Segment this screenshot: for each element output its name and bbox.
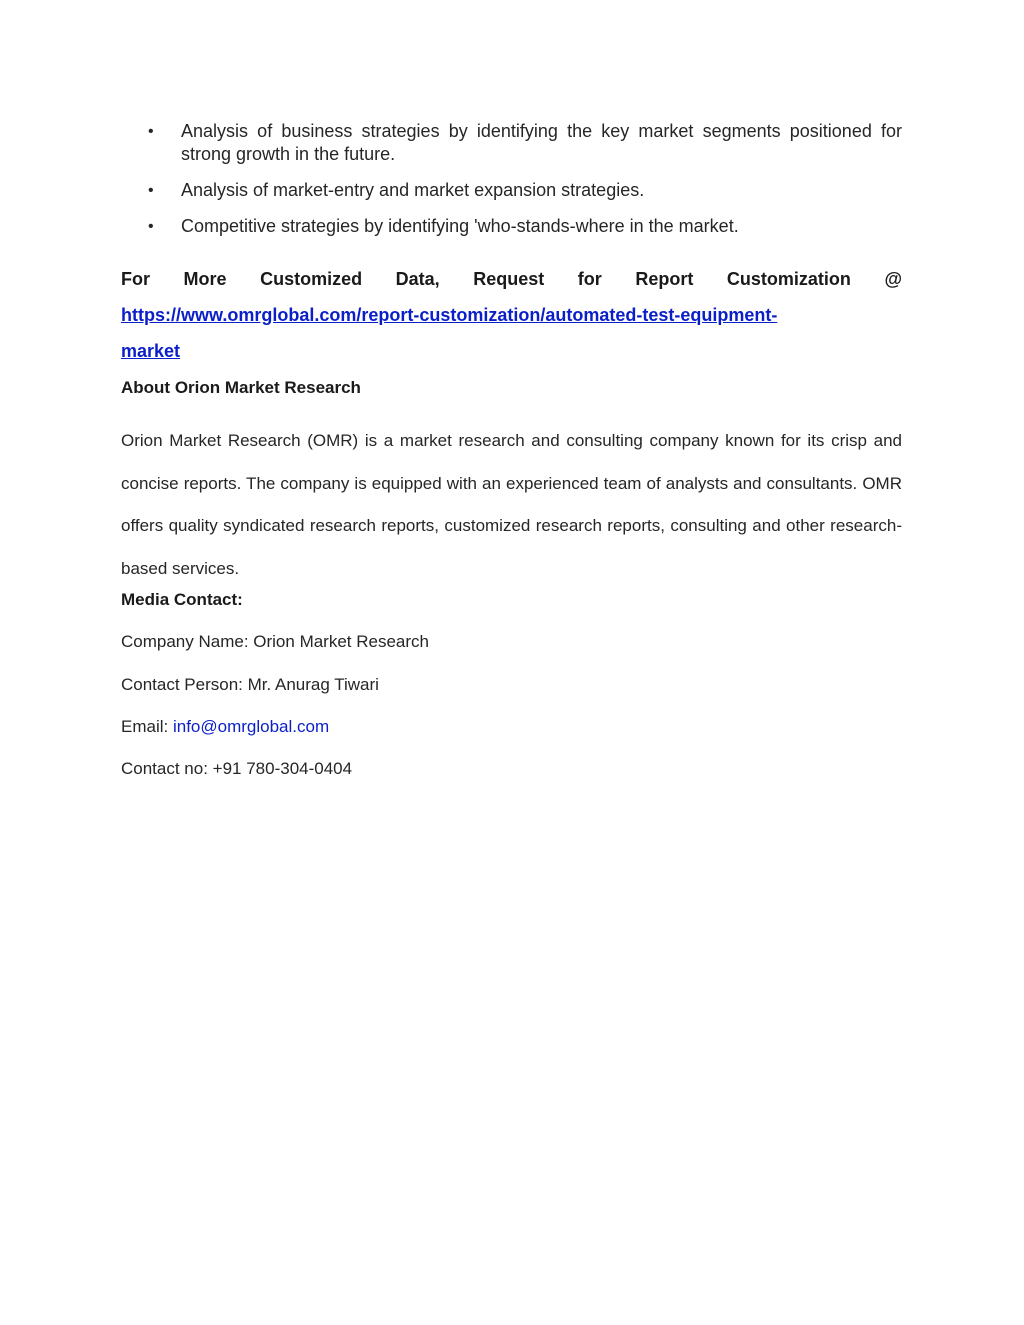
media-contact-heading: Media Contact: bbox=[121, 590, 243, 609]
customization-link-part2: market bbox=[121, 341, 181, 361]
list-item-text: Analysis of business strategies by identifying the key market segments positioned for strong growth in the future. bbox=[181, 121, 902, 164]
company-name-line: Company Name: Orion Market Research bbox=[121, 632, 430, 651]
contact-person-line: Contact Person: Mr. Anurag Tiwari bbox=[121, 675, 379, 694]
about-heading: About Orion Market Research bbox=[121, 378, 361, 397]
list-item-text: Competitive strategies by identifying 'who-stands-where in the market. bbox=[181, 216, 739, 236]
customization-paragraph bbox=[121, 261, 902, 369]
customization-link[interactable] bbox=[121, 305, 777, 361]
list-item bbox=[121, 215, 902, 238]
bullet-list bbox=[121, 120, 902, 251]
email-label: Email: bbox=[121, 717, 173, 736]
list-item bbox=[121, 179, 902, 202]
about-paragraph: Orion Market Research (OMR) is a market research and consulting company known for its crisp and concise reports. The company is equipped with an experienced team of analysts and consultants. OMR offers quality syndicated research reports, customized research reports, consulting and other research-based services. bbox=[121, 431, 902, 578]
customization-link-part1: https://www.omrglobal.com/report-customization/automated-test-equipment- bbox=[121, 305, 778, 325]
list-item-text: Analysis of market-entry and market expansion strategies. bbox=[181, 180, 645, 200]
phone-line: Contact no: +91 780-304-0404 bbox=[121, 759, 353, 778]
bullet-dot-icon: • bbox=[148, 182, 154, 199]
customization-prefix: For More Customized Data, Request for Report Customization @ bbox=[121, 269, 902, 289]
bullet-dot-icon: • bbox=[148, 123, 154, 140]
bullet-dot-icon: • bbox=[148, 218, 154, 235]
list-item bbox=[121, 120, 902, 166]
email-link[interactable]: info@omrglobal.com bbox=[172, 717, 330, 736]
email-line bbox=[121, 717, 329, 737]
